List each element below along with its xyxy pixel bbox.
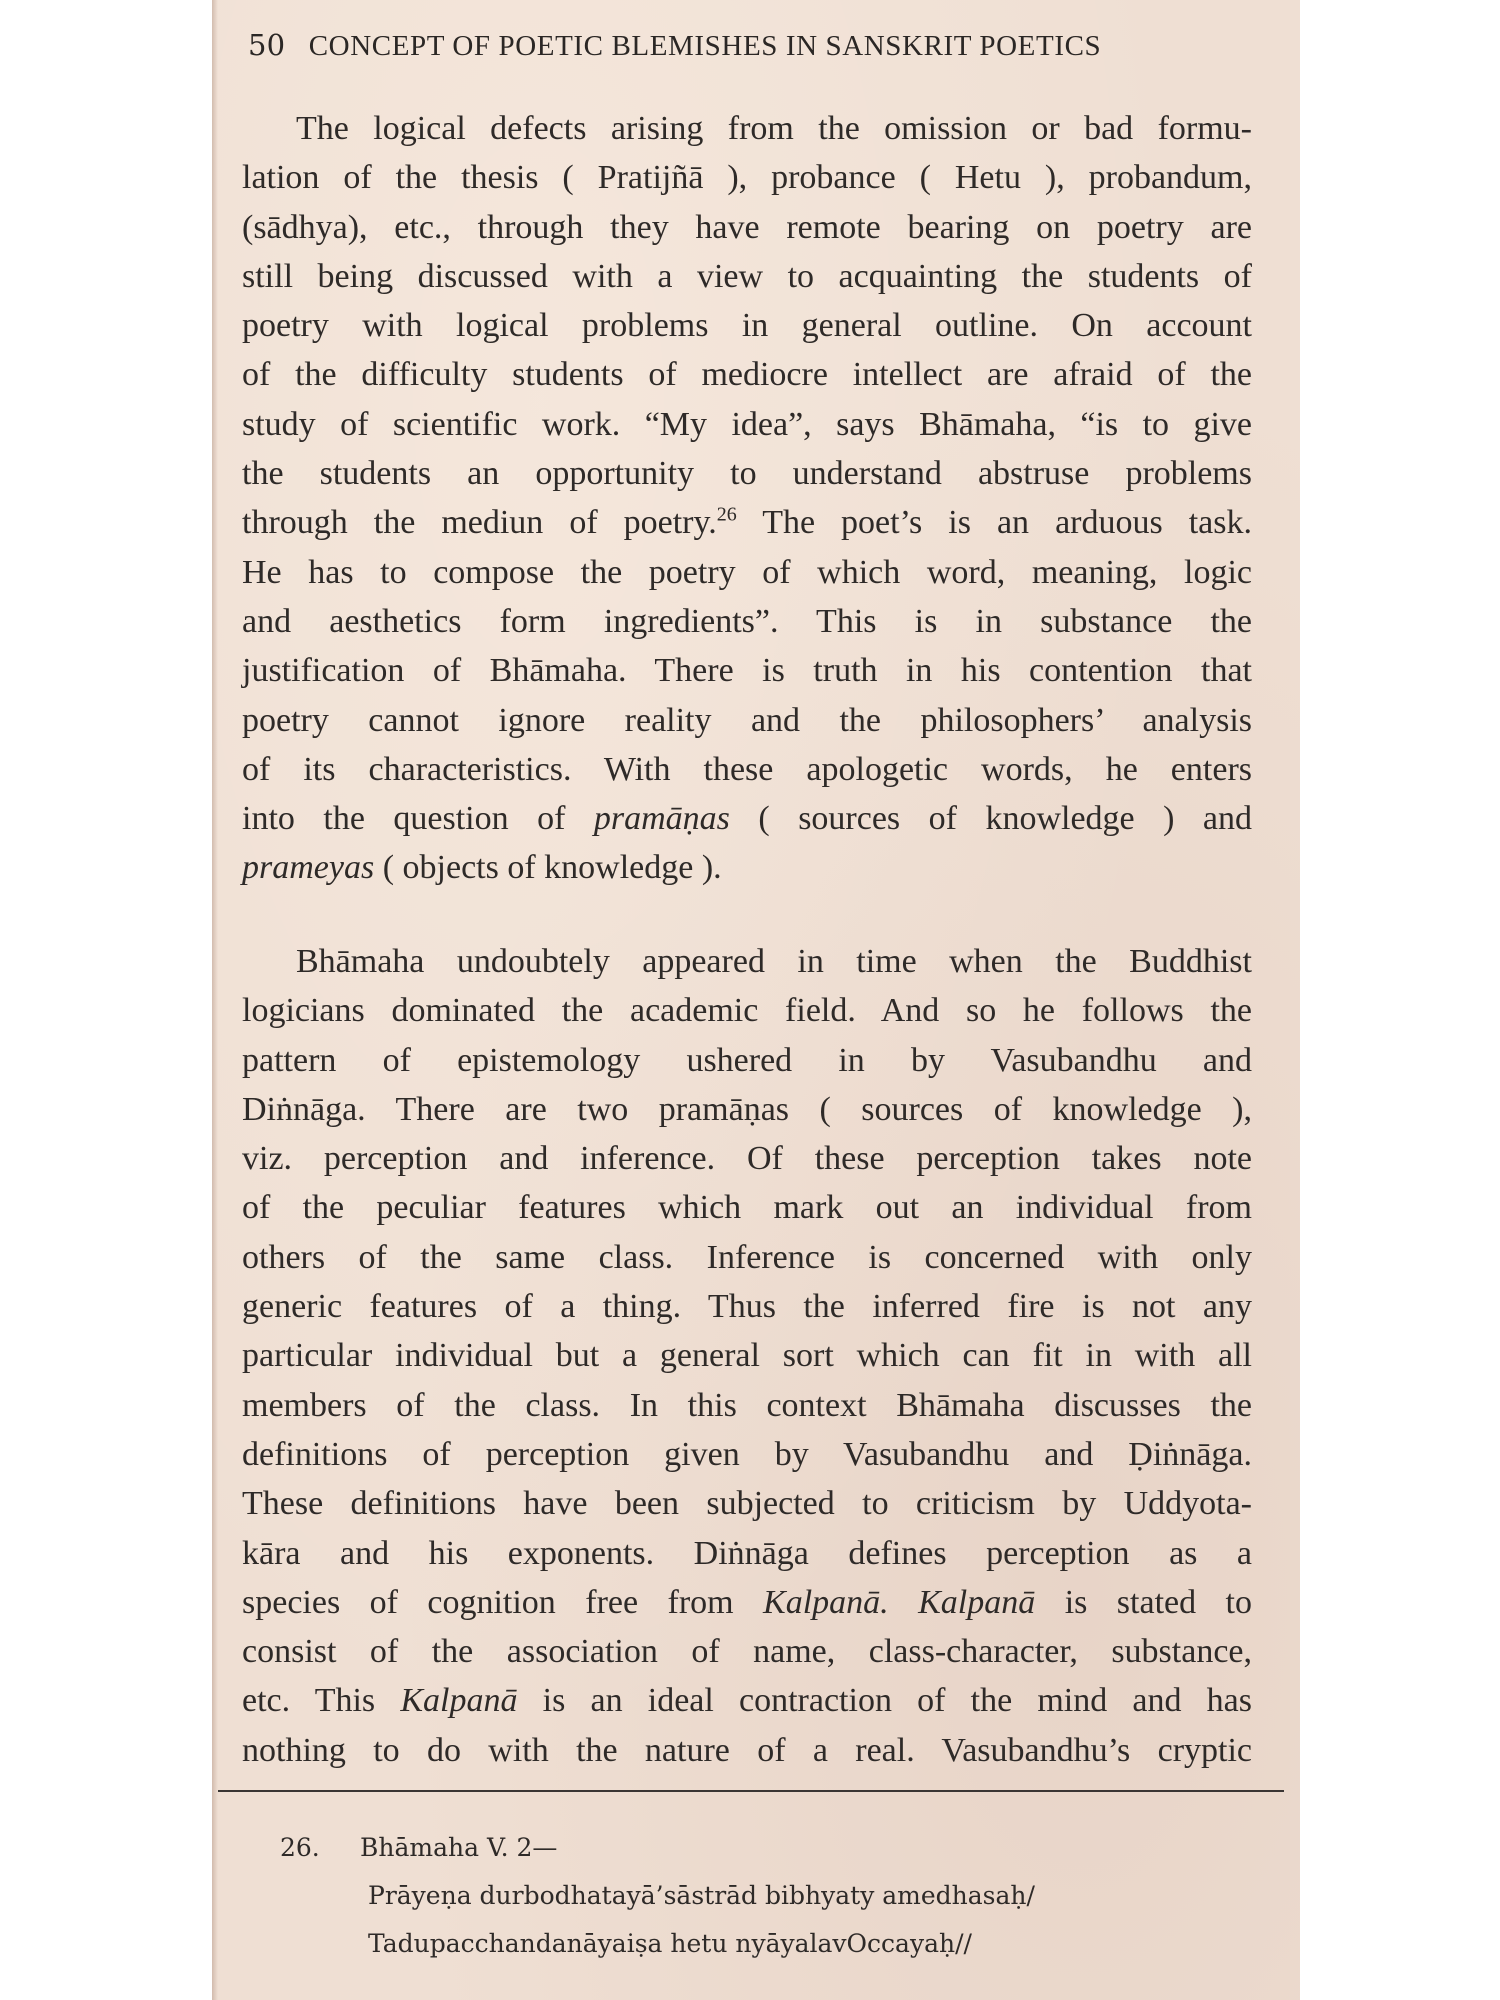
text-segment: is stated to bbox=[1035, 1583, 1252, 1621]
text-line: These definitions have been subjected to criticism by Uddyota- bbox=[242, 1485, 1252, 1523]
text-line: definitions of perception given by Vasubandhu and Ḍiṅnāga. bbox=[242, 1435, 1252, 1473]
text-line: justification of Bhāmaha. There is truth in his contention that bbox=[242, 652, 1252, 690]
text-line: poetry cannot ignore reality and the philosophers’ analysis bbox=[242, 701, 1252, 739]
text-segment: is an ideal contraction of the mind and has bbox=[517, 1682, 1252, 1720]
text-segment: through the mediun of poetry. bbox=[242, 504, 717, 542]
text-line: Bhāmaha undoubtely appeared in time when the Buddhist bbox=[296, 943, 1252, 980]
text-segment: ( objects of knowledge ). bbox=[374, 849, 722, 887]
text-line: He has to compose the poetry of which word, meaning, logic bbox=[242, 553, 1252, 591]
text-line: Diṅnāga. There are two pramāṇas ( sources of knowledge ), bbox=[242, 1090, 1252, 1128]
book-page bbox=[212, 0, 1300, 2000]
text-segment: into the question of bbox=[242, 800, 594, 838]
page-shadow bbox=[212, 0, 218, 2000]
italic-term: Kalpanā. bbox=[763, 1583, 889, 1621]
text-line: nothing to do with the nature of a real. Vasubandhu’s cryptic bbox=[242, 1731, 1252, 1769]
text-line: of its characteristics. With these apologetic words, he enters bbox=[242, 750, 1252, 788]
footnote-divider bbox=[218, 1790, 1284, 1792]
text-line: the students an opportunity to understand abstruse problems bbox=[242, 455, 1252, 493]
footnote bbox=[280, 1824, 1240, 1968]
text-line: kāra and his exponents. Diṅnāga defines perception as a bbox=[242, 1534, 1252, 1572]
text-segment: The poet’s is an arduous task. bbox=[736, 504, 1252, 542]
text-line: viz. perception and inference. Of these perception takes note bbox=[242, 1140, 1252, 1178]
text-line: particular individual but a general sort which can fit in with all bbox=[242, 1337, 1252, 1375]
text-line: of the difficulty students of mediocre intellect are afraid of the bbox=[242, 356, 1252, 394]
paragraph-1 bbox=[242, 104, 1252, 893]
italic-term: prameyas bbox=[242, 849, 375, 887]
text-line: consist of the association of name, class-character, substance, bbox=[242, 1633, 1252, 1671]
italic-term: Kalpanā bbox=[400, 1682, 518, 1720]
text-line bbox=[242, 498, 1252, 547]
text-line: of the peculiar features which mark out an individual from bbox=[242, 1189, 1252, 1227]
footnote-reference: 26 bbox=[716, 504, 737, 527]
footnote-number: 26. bbox=[280, 1833, 320, 1862]
footnote-source: Bhāmaha V. 2— bbox=[360, 1833, 558, 1862]
text-line: generic features of a thing. Thus the inferred fire is not any bbox=[242, 1288, 1252, 1326]
text-line: still being discussed with a view to acquainting the students of bbox=[242, 257, 1252, 295]
text-segment: etc. This bbox=[242, 1682, 401, 1720]
text-line bbox=[242, 843, 1252, 892]
text-line: others of the same class. Inference is concerned with only bbox=[242, 1238, 1252, 1276]
text-line: members of the class. In this context Bhāmaha discusses the bbox=[242, 1386, 1252, 1424]
text-line bbox=[242, 1578, 1252, 1627]
running-header bbox=[248, 28, 1258, 63]
footnote-verse-line: Prāyeṇa durbodhatayā’sāstrād bibhyaty amedhasaḥ/ bbox=[368, 1881, 1035, 1910]
text-segment: ( sources of knowledge ) and bbox=[729, 800, 1252, 838]
text-line: The logical defects arising from the omission or bad formu- bbox=[296, 110, 1252, 147]
text-line bbox=[242, 1676, 1252, 1725]
text-segment bbox=[889, 1584, 918, 1621]
italic-term: pramāṇas bbox=[593, 800, 730, 838]
text-line: pattern of epistemology ushered in by Vasubandhu and bbox=[242, 1041, 1252, 1079]
running-title: CONCEPT OF POETIC BLEMISHES IN SANSKRIT POETICS bbox=[308, 30, 1102, 62]
paragraph-2 bbox=[242, 937, 1252, 1775]
page-number: 50 bbox=[248, 28, 286, 62]
text-line: poetry with logical problems in general outline. On account bbox=[242, 307, 1252, 345]
text-line bbox=[242, 794, 1252, 843]
footnote-source-line bbox=[280, 1824, 1240, 1872]
text-line: lation of the thesis ( Pratijñā ), probance ( Hetu ), probandum, bbox=[242, 159, 1252, 197]
text-line: study of scientific work. “My idea”, says Bhāmaha, “is to give bbox=[242, 405, 1252, 443]
text-line: and aesthetics form ingredients”. This is in substance the bbox=[242, 602, 1252, 640]
text-line: logicians dominated the academic field. And so he follows the bbox=[242, 992, 1252, 1030]
text-line: (sādhya), etc., through they have remote bearing on poetry are bbox=[242, 208, 1252, 246]
footnote-verse-line: Tadupacchandanāyaiṣa hetu nyāyalavOccayaḥ// bbox=[368, 1929, 972, 1958]
italic-term: Kalpanā bbox=[918, 1583, 1036, 1621]
text-segment: species of cognition free from bbox=[242, 1583, 764, 1621]
